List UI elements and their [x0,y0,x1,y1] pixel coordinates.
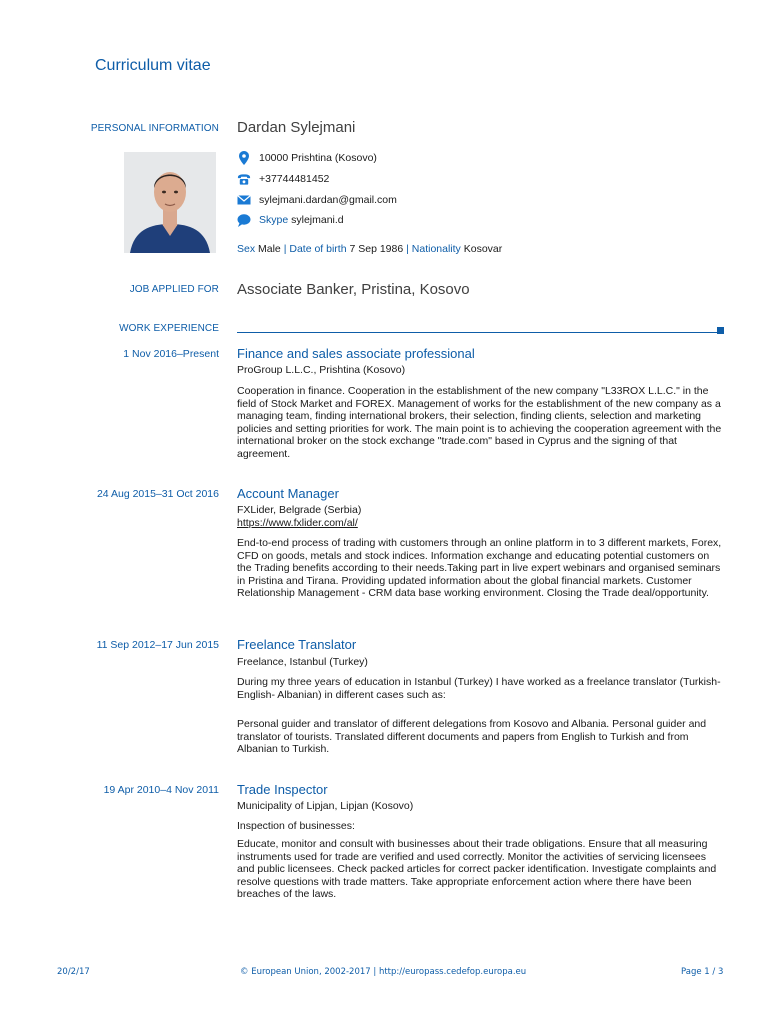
footer-page-number: Page 1 / 3 [681,967,724,977]
entry-date: 19 Apr 2010–4 Nov 2011 [103,784,219,796]
entry-date: 24 Aug 2015–31 Oct 2016 [96,488,219,500]
dob-value: 7 Sep 1986 [349,243,404,255]
entry-description: During my three years of education in Istanbul (Turkey) I have worked as a freelance translator (Turkish-English- Albanian) in different cases such as: [237,676,721,701]
separator: | [283,243,287,255]
entry-employer: Freelance, Istanbul (Turkey) [237,656,368,668]
footer-copyright: © European Union, 2002-2017 | http://europass.cedefop.europa.eu [240,967,527,977]
section-label-personal-information: PERSONAL INFORMATION [90,123,219,134]
entry-description-continued: Personal guider and translator of different delegations from Kosovo and Albania. Personal guider and translator of tourists. Translated different documents and papers from English to Turkish and from Albanian to Turkish. [237,718,707,755]
job-applied-title: Associate Banker, Pristina, Kosovo [237,281,470,298]
phone-text: +37744481452 [259,173,330,185]
skype-row [237,212,344,228]
dob-label: Date of birth [289,243,347,255]
entry-description-continued: Educate, monitor and consult with businesses about their trade obligations. Ensure that all measuring instruments used for trade are verified and used correctly. Monitor the activities of servicing licensees and public licensees. Check packed articles for correct packer identification. Investigate complaints and resolve questions with trade matters. Take appropriate enforcement action where there have been breaches of the laws. [237,838,717,900]
entry-employer: ProGroup L.L.C., Prishtina (Kosovo) [237,364,406,376]
entry-employer: FXLider, Belgrade (Serbia) [237,504,362,516]
entry-description: Inspection of businesses: [237,820,355,832]
separator: | [406,243,409,255]
entry-employer: Municipality of Lipjan, Lipjan (Kosovo) [237,800,414,812]
employer-website-link[interactable]: https://www.fxlider.com/al/ [237,517,358,529]
location-pin-icon [237,151,251,165]
profile-photo [124,152,216,253]
personal-details-line [237,243,502,255]
section-divider-marker [717,327,724,334]
sex-label: Sex [237,243,256,255]
section-divider [237,332,719,333]
address-text: 10000 Prishtina (Kosovo) [259,152,377,164]
section-label-work-experience: WORK EXPERIENCE [119,323,219,334]
skype-label: Skype [259,214,289,226]
sex-value: Male [258,243,281,255]
entry-description: Cooperation in finance. Cooperation in the establishment of the new company "L33ROX L.L.C." in the field of Stock Market and FOREX. Management of works for the establishment of the new company as a managing team, finding international brokers, their selection, finding clients, selection and marketing policies and setting priorities for work. The main point is to achieving the cooperation agreement with the international broker on the stock exchange "trade.com" based in Cyprus and the signing of that agreement. [237,385,722,460]
chat-bubble-icon [237,213,251,227]
telephone-icon [237,172,251,186]
profile-photo-image [124,152,216,253]
nationality-value: Kosovar [463,243,503,255]
email-link[interactable]: sylejmani.dardan@gmail.com [259,194,397,206]
entry-date: 11 Sep 2012–17 Jun 2015 [96,639,219,651]
entry-title: Trade Inspector [237,782,328,797]
document-title: Curriculum vitae [95,57,211,74]
entry-title: Freelance Translator [237,637,357,652]
nationality-label: Nationality [411,243,461,255]
entry-title: Finance and sales associate professional [237,346,475,361]
section-label-job-applied-for: JOB APPLIED FOR [129,284,219,295]
address-row [237,150,377,166]
entry-date: 1 Nov 2016–Present [123,348,219,360]
skype-handle: sylejmani.d [291,214,344,226]
email-row [237,192,397,208]
phone-row [237,171,329,187]
candidate-name: Dardan Sylejmani [237,119,356,136]
footer-date: 20/2/17 [57,967,90,977]
entry-description: End-to-end process of trading with customers through an online platform in to 3 different markets, Forex, CFD on goods, metals and stock indices. Information exchange and educating potential customers on the Trading benefits according to their needs.Taking part in live expert webinars and organised seminars in Pristina and Tirana. Providing updated information about the global financial markets. Customer Relationship Management - CRM data base working environment. Closing the Trade deal/opportunity. [237,537,722,599]
entry-title: Account Manager [237,486,339,501]
envelope-icon [237,193,251,207]
